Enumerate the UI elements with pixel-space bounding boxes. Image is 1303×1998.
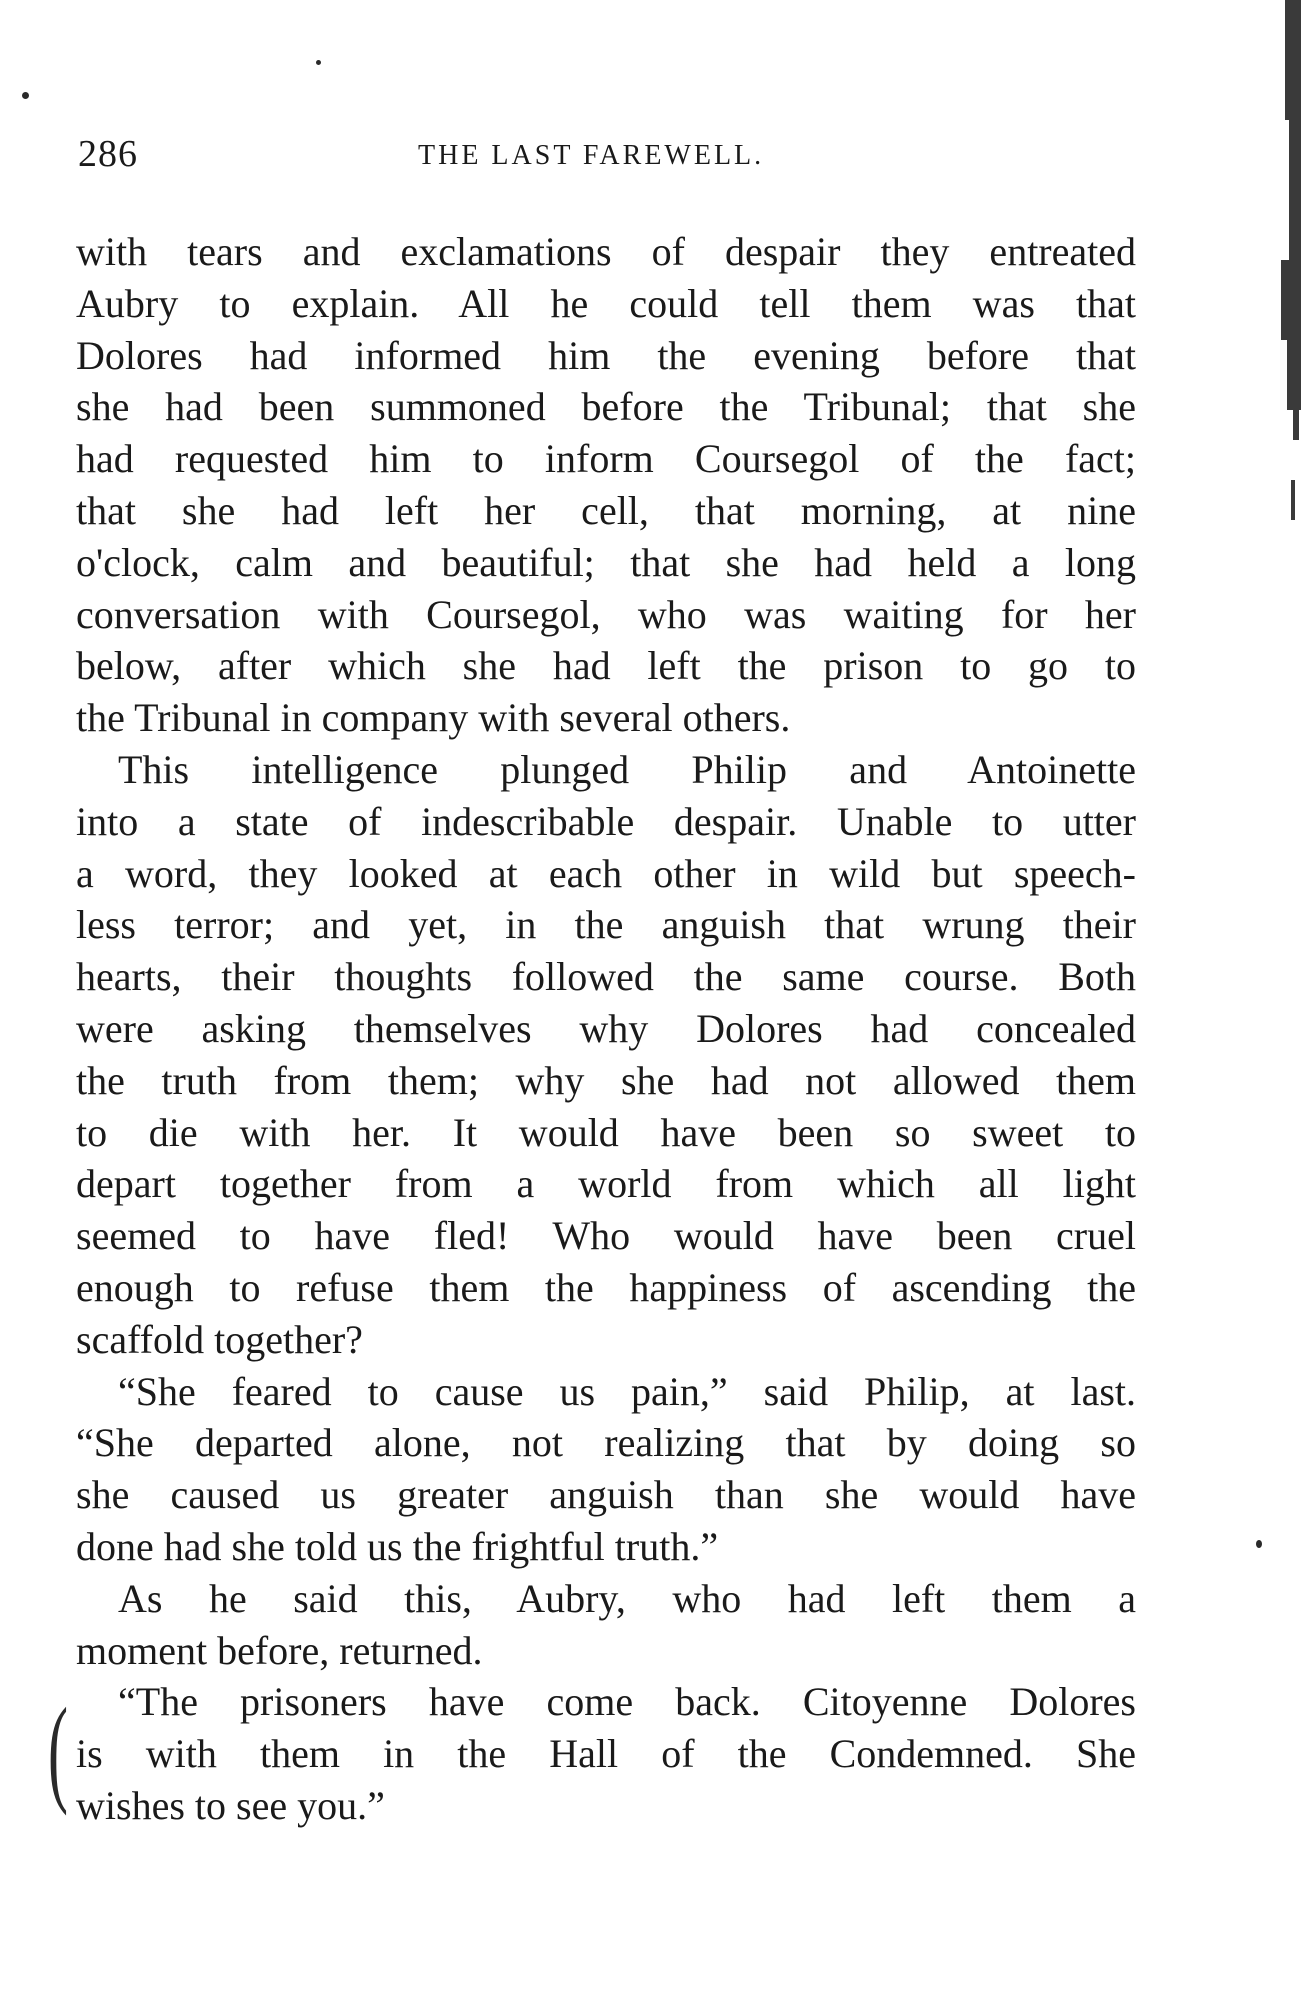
text-line: she had been summoned before the Tribunal; that she (76, 384, 1136, 430)
text-line: with tears and exclamations of despair they entreated (76, 229, 1136, 274)
binding-edge-shadow (1263, 0, 1303, 560)
paragraph-start-line: “The prisoners have come back. Citoyenne Dolores (118, 1679, 1136, 1725)
speck-mark (1256, 1540, 1262, 1548)
margin-bracket-mark: ( (47, 1683, 68, 1816)
text-line: seemed to have fled! Who would have been cruel (76, 1213, 1136, 1259)
speck-mark (316, 60, 321, 65)
text-line: Dolores had informed him the evening before that (76, 332, 1136, 378)
text-line: is with them in the Hall of the Condemned. She (76, 1731, 1136, 1777)
text-line: depart together from a world from which all light (76, 1161, 1136, 1207)
text-line: done had she told us the frightful truth.” (76, 1523, 719, 1569)
text-line: Aubry to explain. All he could tell them was that (76, 280, 1136, 326)
body-text (76, 226, 1136, 1832)
page-number: 286 (78, 133, 138, 175)
text-line: o'clock, calm and beautiful; that she had held a long (76, 539, 1136, 585)
text-line: that she had left her cell, that morning, at nine (76, 487, 1136, 533)
paragraph-start-line: As he said this, Aubry, who had left them a (118, 1575, 1136, 1621)
running-head (78, 132, 1138, 182)
text-line: had requested him to inform Coursegol of the fact; (76, 436, 1136, 482)
text-line: conversation with Coursegol, who was waiting for her (76, 591, 1136, 637)
text-line: were asking themselves why Dolores had concealed (76, 1005, 1136, 1051)
running-title: THE LAST FAREWELL. (418, 140, 765, 171)
text-line: “She departed alone, not realizing that by doing so (76, 1420, 1136, 1466)
text-line: wishes to see you.” (76, 1782, 385, 1828)
text-line: the truth from them; why she had not allowed them (76, 1057, 1136, 1103)
text-line: enough to refuse them the happiness of ascending the (76, 1264, 1136, 1310)
text-line: to die with her. It would have been so sweet to (76, 1109, 1136, 1155)
speck-mark (22, 92, 29, 99)
text-line: moment before, returned. (76, 1627, 483, 1673)
text-line: she caused us greater anguish than she would have (76, 1472, 1136, 1518)
text-line: less terror; and yet, in the anguish that wrung their (76, 902, 1136, 948)
text-line: a word, they looked at each other in wild but speech- (76, 850, 1136, 896)
text-line: hearts, their thoughts followed the same course. Both (76, 954, 1136, 1000)
text-line: the Tribunal in company with several others. (76, 695, 791, 741)
text-line: below, after which she had left the prison to go to (76, 643, 1136, 689)
text-line: into a state of indescribable despair. Unable to utter (76, 798, 1136, 844)
paragraph-start-line: “She feared to cause us pain,” said Philip, at last. (118, 1368, 1136, 1414)
paragraph-start-line: This intelligence plunged Philip and Antoinette (118, 746, 1136, 792)
text-line: scaffold together? (76, 1316, 363, 1362)
